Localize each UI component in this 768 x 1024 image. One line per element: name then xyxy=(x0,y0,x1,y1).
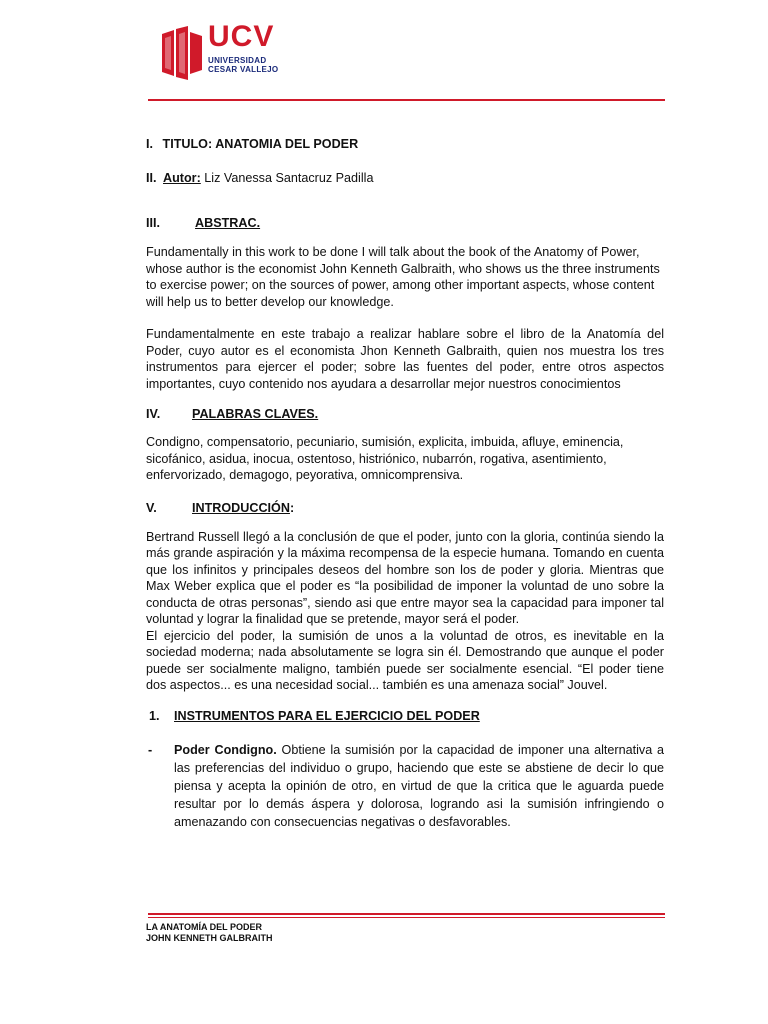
footer-rule-thin xyxy=(148,917,665,918)
section-instruments-heading: 1. INSTRUMENTOS PARA EL EJERCICIO DEL PODER xyxy=(149,708,480,723)
introduction-paragraph-1: Bertrand Russell llegó a la conclusión de que el poder, junto con la gloria, continúa siendo la más grande aspiración y la máxima recompensa de la especie humana. Tomando en cuenta que los infinitos y principales deseos del hombre son los de poder y gloria. Mientras que Max Weber explica que el poder es “la posibilidad de imponer la voluntad de uno sobre la conducta de otras personas”, siendo asi que entre mayor sea la capacidad para imponer tal voluntad y lograr la finalidad que se pretende, mayor será el poder. xyxy=(146,529,664,626)
ucv-emblem-icon xyxy=(160,26,204,80)
document-body xyxy=(146,136,664,831)
section-author: II. Autor: Liz Vanessa Santacruz Padilla xyxy=(146,171,374,185)
footer-rule xyxy=(148,913,665,915)
logo-wordmark: UCV xyxy=(208,20,275,53)
poder-condigno-label: Poder Condigno. xyxy=(174,742,277,757)
poder-condigno-text: Obtiene la sumisión por la capacidad de imponer una alternativa a las preferencias del individuo o grupo, haciendo que este se abstiene de decir lo que piensa y acepta la opinión de otro, en virtud de que la critica que le aguarda puede resultar por lo demás áspera y dolorosa, logrando asi la sumisión infringiendo o amenazando con consecuencias negativas o desfavorables. xyxy=(174,742,664,829)
section-introduction-heading: V. INTRODUCCIÓN: xyxy=(146,500,295,515)
abstract-spanish: Fundamentalmente en este trabajo a realizar hablare sobre el libro de la Anatomía del Poder, cuyo autor es el economista Jhon Kenneth Galbraith, quien nos muestra los tres instrumentos para ejercer el poder; sobre las fuentes del poder, entre otros aspectos importantes, cuyo contenido nos ayudara a desarrollar mejor nuestros conocimientos xyxy=(146,327,664,391)
page-footer: LA ANATOMÍA DEL PODER JOHN KENNETH GALBRAITH xyxy=(146,922,273,943)
university-logo xyxy=(160,20,300,84)
header-rule xyxy=(148,99,665,101)
introduction-paragraph-2: El ejercicio del poder, la sumisión de unos a la voluntad de otros, es inevitable en la sociedad moderna; nada absolutamente se logra sin él. Demostrando que aunque el poder puede ser socialmente maligno, también puede ser socialmente esencial. “El poder tiene dos aspectos... es una necesidad social... también es una amenaza social” Jouvel. xyxy=(146,628,664,692)
section-keywords-heading: IV. PALABRAS CLAVES. xyxy=(146,407,319,421)
list-item-poder-condigno: - Poder Condigno. Obtiene la sumisión por la capacidad de imponer una alternativa a las preferencias del individuo o grupo, haciendo que este se abstiene de decir lo que piensa y acepta la opinión de otro, en virtud de que la critica que le aguarda puede resultar por lo demás áspera y dolorosa, logrando asi la sumisión infringiendo o amenazando con consecuencias negativas o desfavorables. xyxy=(148,742,664,829)
section-title-heading: I. TITULO: ANATOMIA DEL PODER xyxy=(146,137,359,151)
keywords-text: Condigno, compensatorio, pecuniario, sumisión, explicita, imbuida, afluye, eminencia, sicofánico, asidua, inocua, ostentoso, histriónico, nubarrón, rogativa, asentimiento, enfervorizado, demagogo, peyorativa, omnicomprensiva. xyxy=(146,435,624,482)
abstract-english: Fundamentally in this work to be done I will talk about the book of the Anatomy of Power, whose author is the economist John Kenneth Galbraith, who shows us the three instruments to exercise power; on the sources of power, among other important aspects, whose content will help us to better develop our knowledge. xyxy=(146,245,660,309)
section-abstract-heading: III. ABSTRAC. xyxy=(146,216,261,230)
logo-subtitle: UNIVERSIDAD CESAR VALLEJO xyxy=(208,56,279,74)
